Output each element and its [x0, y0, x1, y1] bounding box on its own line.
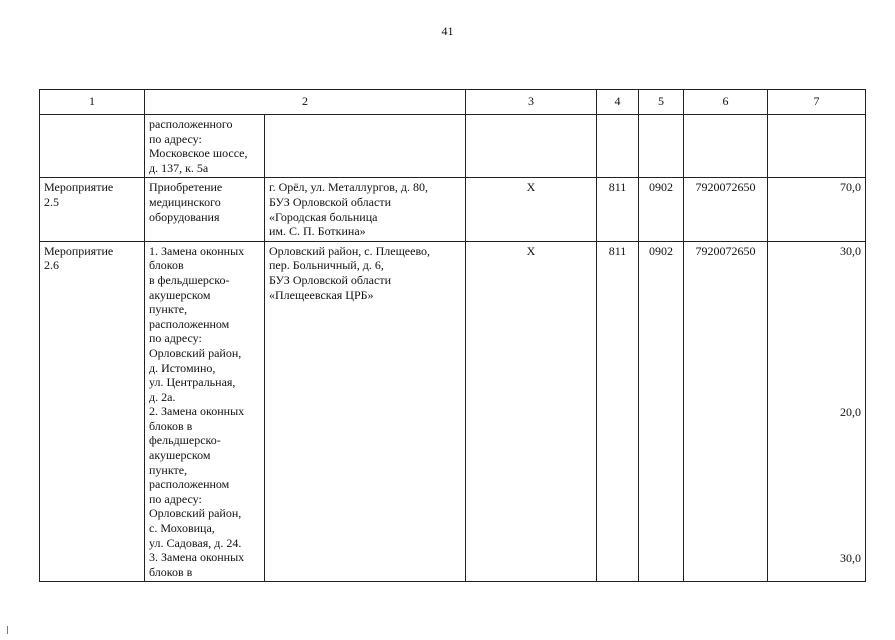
budget-table: [39, 89, 866, 582]
description-cell: [145, 178, 265, 241]
description-line: д. 2а.: [149, 389, 176, 404]
location-cell: [265, 178, 466, 241]
code-cell: 811: [597, 241, 639, 582]
location-cell: [265, 115, 466, 178]
activity-cell: [40, 241, 145, 582]
header-cell-3: 3: [466, 90, 597, 115]
description-line: ул. Центральная,: [149, 375, 236, 390]
code-cell: [684, 115, 768, 178]
description-line: блоков в: [149, 418, 193, 433]
mark-cell: Х: [466, 241, 597, 582]
description-line: расположенном: [149, 316, 230, 331]
description-line: расположенного: [149, 117, 233, 131]
code-cell: 0902: [639, 241, 684, 582]
description-line: блоков в: [149, 564, 193, 579]
location-line: «Плещеевская ЦРБ»: [269, 287, 374, 302]
description-line: Орловский район,: [149, 345, 242, 360]
header-cell-4: 4: [597, 90, 639, 115]
code-cell: 7920072650: [684, 178, 768, 241]
description-line: по адресу:: [149, 491, 202, 506]
code-cell: [466, 115, 597, 178]
description-line: ул. Садовая, д. 24.: [149, 535, 242, 550]
description-line: акушерском: [149, 448, 211, 463]
location-line: им. С. П. Боткина»: [269, 224, 366, 239]
description-line: пункте,: [149, 462, 188, 477]
amount-value: 30,0: [840, 550, 861, 565]
description-line: в фельдшерско-: [149, 272, 230, 287]
location-cell: [265, 241, 466, 582]
description-line: расположенном: [149, 477, 230, 492]
header-cell-6: 6: [684, 90, 768, 115]
page-number: 41: [441, 24, 454, 38]
description-cell: [145, 115, 265, 178]
amount-value: 20,0: [840, 404, 861, 419]
location-line: «Городская больница: [269, 209, 378, 224]
location-line: пер. Больничный, д. 6,: [269, 258, 384, 273]
location-line: Орловский район, с. Плещеево,: [269, 243, 431, 258]
code-cell: [597, 115, 639, 178]
description-line: фельдшерско-: [149, 433, 221, 448]
header-cell-7: 7: [768, 90, 866, 115]
amount-cell: [768, 241, 866, 582]
location-line: г. Орёл, ул. Металлургов, д. 80,: [269, 180, 429, 195]
activity-label: Мероприятие: [44, 243, 114, 258]
mark-cell: Х: [466, 178, 597, 241]
description-line: оборудования: [149, 209, 220, 224]
description-line: Московское шоссе,: [149, 146, 248, 161]
table-row: [40, 241, 866, 582]
activity-number: 2.5: [44, 194, 59, 209]
description-line: по адресу:: [149, 131, 202, 146]
description-line: блоков: [149, 258, 184, 273]
amount-value: 30,0: [840, 243, 861, 258]
activity-cell: [40, 178, 145, 241]
description-line: Приобретение: [149, 180, 223, 195]
description-line: по адресу:: [149, 331, 202, 346]
code-cell: 0902: [639, 178, 684, 241]
description-line: Орловский район,: [149, 506, 242, 521]
description-line: медицинского: [149, 194, 221, 209]
amount-cell: 70,0: [768, 178, 866, 241]
description-line: пункте,: [149, 302, 188, 317]
activity-cell: [40, 115, 145, 178]
header-cell-5: 5: [639, 90, 684, 115]
location-line: БУЗ Орловской области: [269, 272, 391, 287]
header-cell-2: 2: [145, 90, 466, 115]
code-cell: 811: [597, 178, 639, 241]
description-line: 2. Замена оконных: [149, 404, 245, 419]
description-line: 3. Замена оконных: [149, 550, 245, 565]
description-cell: [145, 241, 265, 582]
activity-label: Мероприятие: [44, 180, 114, 195]
description-line: 1. Замена оконных: [149, 243, 245, 258]
header-cell-1: 1: [40, 90, 145, 115]
description-line: акушерском: [149, 287, 211, 302]
scan-edge-mark: [7, 626, 8, 634]
location-line: БУЗ Орловской области: [269, 194, 391, 209]
table-row: [40, 115, 866, 178]
amount-cell: [768, 115, 866, 178]
table-row: [40, 178, 866, 241]
description-line: д. Истомино,: [149, 360, 216, 375]
description-line: с. Моховица,: [149, 521, 215, 536]
code-cell: 7920072650: [684, 241, 768, 582]
description-line: д. 137, к. 5а: [149, 160, 209, 175]
table-header-row: [40, 90, 866, 115]
code-cell: [639, 115, 684, 178]
activity-number: 2.6: [44, 258, 59, 273]
